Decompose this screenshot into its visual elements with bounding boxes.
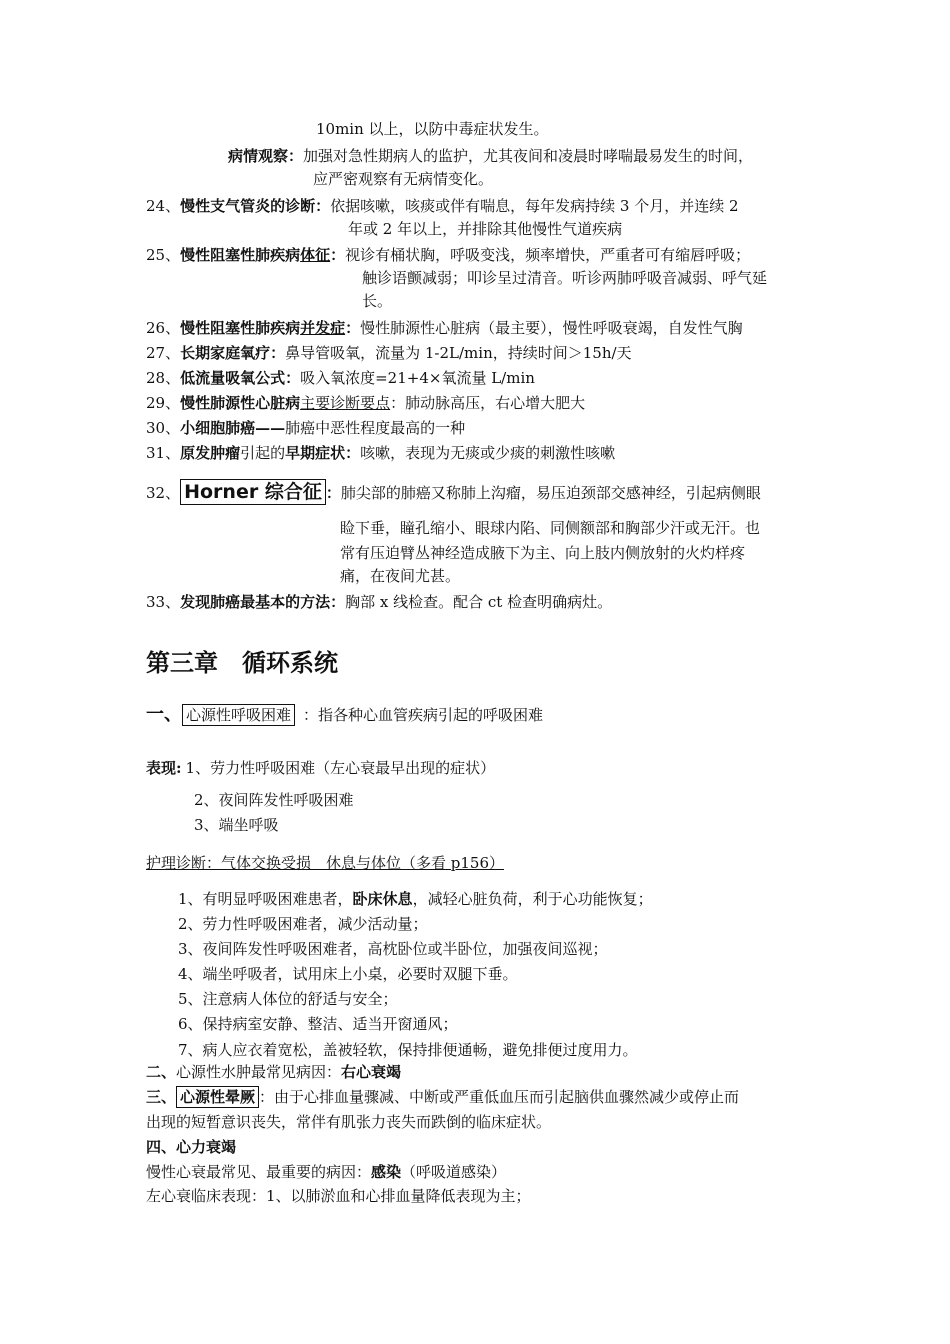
text-line bbox=[340, 518, 760, 538]
section-number: 三、 bbox=[146, 1088, 177, 1106]
text: 气体交换受损 休息与体位（多看 p156） bbox=[221, 854, 505, 872]
text: 肺尖部的肺癌又称肺上沟瘤，易压迫颈部交感神经，引起病侧眼 bbox=[340, 484, 761, 502]
manifestation-line bbox=[146, 758, 495, 778]
label: 慢性阻塞性肺疾病 bbox=[180, 319, 301, 337]
label-underlined: 体征 bbox=[300, 246, 331, 264]
label-underlined: 并发症 bbox=[300, 319, 346, 337]
text: ：由于心排血量骤减、中断或严重低血压而引起脑供血骤然减少或停止而 bbox=[259, 1088, 740, 1106]
label: 原发肿瘤 bbox=[180, 444, 241, 462]
text: 引起的 bbox=[240, 444, 286, 462]
text-line: 出现的短暂意识丧失，常伴有肌张力丧失而跌倒的临床症状。 bbox=[146, 1113, 552, 1131]
text: ：指各种心血管疾病引起的呼吸困难 bbox=[303, 706, 544, 724]
text: 慢性心衰最常见、最重要的病因： bbox=[146, 1163, 372, 1181]
text: 肺癌中恶性程度最高的一种 bbox=[285, 419, 466, 437]
item-number: 28、 bbox=[146, 369, 181, 387]
label: 表现: bbox=[146, 759, 182, 777]
list-item-33 bbox=[146, 592, 612, 612]
measure-item: 6、保持病室安静、整洁、适当开窗通风； bbox=[178, 1015, 458, 1033]
item-number: 25、 bbox=[146, 246, 181, 264]
text: 吸入氧浓度=21+4×氧流量 L/min bbox=[300, 369, 535, 387]
text-line bbox=[348, 219, 622, 239]
label: 早期症状： bbox=[285, 444, 361, 462]
item-number: 33、 bbox=[146, 593, 181, 611]
list-item-31 bbox=[146, 443, 615, 463]
bold-text: 卧床休息 bbox=[352, 890, 413, 908]
text: 慢性肺源性心脏病（最主要），慢性呼吸衰竭，自发性气胸 bbox=[360, 319, 743, 337]
list-item-24 bbox=[146, 196, 739, 216]
bold-text: 感染 bbox=[371, 1163, 402, 1181]
label: 病情观察： bbox=[228, 147, 304, 165]
item-number: 26、 bbox=[146, 319, 181, 337]
boxed-term: 心源性呼吸困难 bbox=[182, 704, 295, 726]
text: （呼吸道感染） bbox=[401, 1163, 507, 1181]
chapter-title: 第三章 循环系统 bbox=[146, 649, 338, 677]
text: 心源性水肿最常见病因： bbox=[176, 1063, 342, 1081]
measure-item bbox=[178, 889, 653, 909]
list-item-28 bbox=[146, 368, 535, 388]
text: 1、有明显呼吸困难患者， bbox=[178, 890, 353, 908]
measure-item: 4、端坐呼吸者，试用床上小桌，必要时双腿下垂。 bbox=[178, 965, 518, 983]
label: 长期家庭氧疗： bbox=[180, 344, 286, 362]
text-line bbox=[146, 1162, 506, 1182]
text: 常有压迫臂丛神经造成腋下为主、向上肢内侧放射的火灼样疼 bbox=[340, 544, 746, 562]
text: 痛，在夜间尤甚。 bbox=[340, 567, 461, 585]
measure-item: 2、劳力性呼吸困难者，减少活动量； bbox=[178, 915, 428, 933]
section-3-line bbox=[146, 1086, 739, 1108]
text: 睑下垂，瞳孔缩小、眼球内陷、同侧额部和胸部少汗或无汗。也 bbox=[340, 519, 761, 537]
text-line bbox=[340, 566, 460, 586]
text: 年或 2 年以上，并排除其他慢性气道疾病 bbox=[348, 220, 623, 238]
text-line bbox=[340, 543, 745, 563]
list-item-29 bbox=[146, 393, 585, 413]
item-number: 31、 bbox=[146, 444, 181, 462]
label: 低流量吸氧公式： bbox=[180, 369, 301, 387]
item-number: 30、 bbox=[146, 419, 181, 437]
text: 长。 bbox=[362, 292, 393, 310]
text: 2、夜间阵发性呼吸困难 bbox=[194, 791, 354, 809]
item-number: 24、 bbox=[146, 197, 181, 215]
list-item-25 bbox=[146, 245, 750, 265]
section-1-heading bbox=[146, 703, 543, 727]
text: 触诊语颤减弱；叩诊呈过清音。听诊两肺呼吸音减弱、呼气延 bbox=[362, 269, 768, 287]
label: 护理诊断： bbox=[146, 854, 222, 872]
item-number: 27、 bbox=[146, 344, 181, 362]
text-line bbox=[316, 119, 549, 139]
colon: ： bbox=[345, 319, 361, 337]
item-number: 29、 bbox=[146, 394, 181, 412]
label: 发现肺癌最基本的方法： bbox=[180, 593, 346, 611]
text-line: 左心衰临床表现：1、以肺淤血和心排血量降低表现为主； bbox=[146, 1187, 531, 1205]
text-line bbox=[362, 268, 767, 288]
boxed-term: 心源性晕厥 bbox=[176, 1086, 259, 1108]
list-item-32 bbox=[146, 480, 761, 505]
text: 3、端坐呼吸 bbox=[194, 816, 279, 834]
label: 慢性阻塞性肺疾病 bbox=[180, 246, 301, 264]
measure-item: 7、病人应衣着宽松，盖被轻软，保持排便通畅，避免排便过度用力。 bbox=[178, 1041, 638, 1059]
text: 10min 以上，以防中毒症状发生。 bbox=[316, 120, 549, 138]
text: 应严密观察有无病情变化。 bbox=[313, 170, 494, 188]
item-number: 32、 bbox=[146, 484, 181, 502]
measure-item: 3、夜间阵发性呼吸困难者，高枕卧位或半卧位，加强夜间巡视； bbox=[178, 940, 608, 958]
text: 胸部 x 线检查。配合 ct 检查明确病灶。 bbox=[345, 593, 613, 611]
bold-text: 右心衰竭 bbox=[341, 1063, 402, 1081]
label: 慢性肺源性心脏病 bbox=[180, 394, 301, 412]
measure-item: 5、注意病人体位的舒适与安全； bbox=[178, 990, 398, 1008]
horner-boxed-label: Horner 综合征 bbox=[180, 479, 326, 505]
text: 咳嗽，表现为无痰或少痰的刺激性咳嗽 bbox=[360, 444, 616, 462]
text-line bbox=[228, 146, 753, 166]
text: 鼻导管吸氧，流量为 1-2L/min，持续时间＞15h/天 bbox=[285, 344, 632, 362]
underlined-text: 主要诊断要点 bbox=[300, 394, 391, 412]
manifestation-item bbox=[194, 815, 279, 835]
colon: ： bbox=[325, 484, 341, 502]
section-number: 一、 bbox=[146, 704, 182, 725]
text: 1、劳力性呼吸困难（左心衰最早出现的症状） bbox=[185, 759, 496, 777]
colon: ： bbox=[330, 246, 346, 264]
nursing-diagnosis bbox=[146, 853, 504, 873]
label: 慢性支气管炎的诊断： bbox=[180, 197, 331, 215]
list-item-26 bbox=[146, 318, 743, 338]
text: 视诊有桶状胸，呼吸变浅，频率增快，严重者可有缩唇呼吸； bbox=[345, 246, 751, 264]
text-line bbox=[313, 169, 493, 189]
text: 依据咳嗽，咳痰或伴有喘息，每年发病持续 3 个月，并连续 2 bbox=[330, 197, 739, 215]
list-item-27 bbox=[146, 343, 632, 363]
section-4-heading: 四、心力衰竭 bbox=[146, 1138, 237, 1156]
text: 加强对急性期病人的监护，尤其夜间和凌晨时哮喘最易发生的时间， bbox=[303, 147, 754, 165]
text-line bbox=[362, 291, 392, 311]
manifestation-item bbox=[194, 790, 354, 810]
section-2-line bbox=[146, 1062, 401, 1082]
list-item-30 bbox=[146, 418, 465, 438]
text: ，减轻心脏负荷，利于心功能恢复； bbox=[412, 890, 653, 908]
label: 小细胞肺癌—— bbox=[180, 419, 286, 437]
text: ：肺动脉高压，右心增大肥大 bbox=[390, 394, 586, 412]
section-number: 二、 bbox=[146, 1063, 177, 1081]
